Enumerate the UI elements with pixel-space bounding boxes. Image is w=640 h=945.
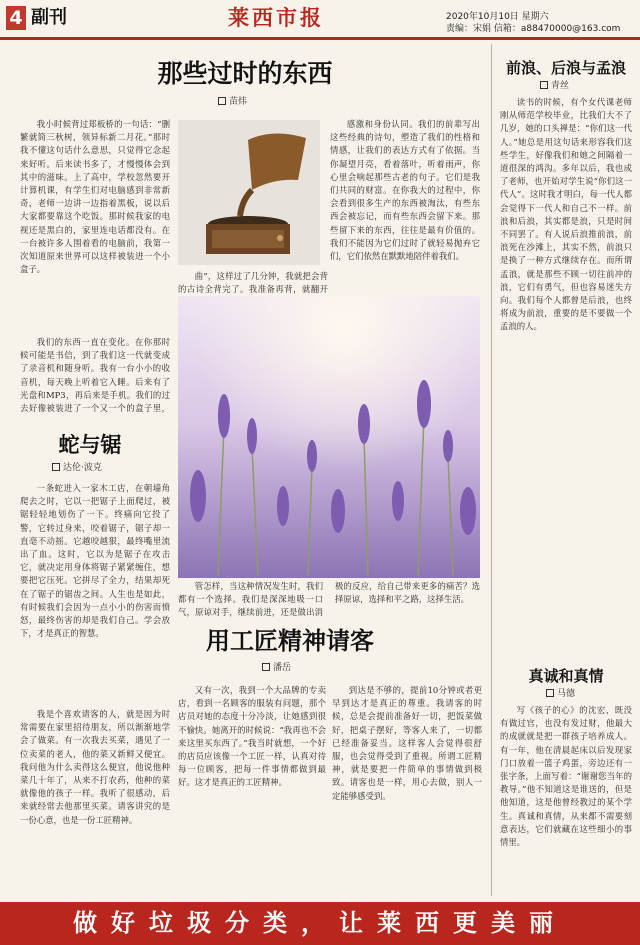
section-name: 副刊 <box>31 7 67 28</box>
article-body-col1 <box>20 118 170 334</box>
paragraph: 一条蛇进入一家木工店，在朝墙角爬去之时，它以一把锯子上面爬过，被锯轻轻地划伤了一下。终痛向它投了警，它转过身来，咬着锯子，锯子却一直毫不动摇。它越咬越狠，最终嘴里流出了血。这时，它以为是锯子在攻击它，就决定用身体将锯子紧紧缠住，想要把它压死。它拼尽了全力，结果却死在了锯子的锯齿之间。人生也是如此，有时候我们会因为一点小小的伤害而愤怒，最终伤害的却是我们自己。学会放下，才是真正的智慧。 <box>20 483 170 639</box>
paragraph: 我小时候背过郑板桥的一句话：“删繁就简三秋树，领异标新二月花。”那时我不懂这句话什么意思，只觉得它念起来好听。后来读书多了，才慢慢体会到其中的滋味。上了高中，学校忽然要开计算机课，有学生们对电脑感到非常新奇，老师一边讲一边指着黑板，说以后大家都要靠这个吃饭。那时候我家的电视还是黑白的，家里连电话都没有。在一台被许多人围着看的电脑前，我第一次知道原来世界可以这样被装进一个小盒子。 <box>20 119 170 275</box>
paragraph: 管怎样，当这种情况发生时，我们都有一个选择。我们是深深地吸一口气，原谅对手，继续前进，还是做出消极的反应，给自己带来更多的痛苦？选择原谅，选择和平之路，这择生活。 <box>178 581 480 618</box>
byline-name: 马德 <box>557 689 576 699</box>
byline-name: 达伦·波克 <box>63 463 102 473</box>
article-byline <box>218 96 247 108</box>
lavender-icon <box>178 296 480 578</box>
article-body-col3 <box>330 118 480 293</box>
article-body <box>500 96 632 636</box>
paragraph: 我们的东西一直在变化。在你那时候可能是书信，到了我们这一代就变成了录音机和随身听。我有一台小小的收音机，每天晚上听着它入睡。后来有了光盘和MP3，再后来是手机。我们的过去好像被装进了一个又一个的盒子里， <box>20 337 170 414</box>
page-number: 4 <box>6 6 26 30</box>
gramophone-icon <box>178 120 320 265</box>
banner-slogan: 做好垃圾分类，让莱西更美丽 <box>73 909 567 937</box>
byline-name: 青丝 <box>551 81 570 91</box>
header-rule <box>0 37 640 40</box>
article-byline <box>540 80 569 92</box>
article-title: 真诚和真情 <box>528 667 604 685</box>
paragraph: 写《孩子的心》的沈宏，既没有做过官，也没有发过财，他最大的成就就是把一群孩子培养成人。有一年，他在清晨起床以后发现家门口放着一篮子鸡蛋，旁边还有一张字条，上面写着：“谢谢您当年的教导。”他不知道这是谁送的，但是他知道，这是他曾经教过的某个学生。真诚和真情，从来都不需要刻意表达，它们就藏在这些细小的事情里。 <box>500 705 632 848</box>
article-title: 前浪、后浪与孟浪 <box>505 59 626 77</box>
article-body <box>500 704 632 896</box>
paragraph: 曲”，这样过了几分钟，我就把会背的古诗全背完了。我准备再背，就翻开 <box>178 271 328 295</box>
byline-name: 潘岳 <box>273 663 292 673</box>
editor-line: 责编：宋娟 信箱：a88470000@163.com <box>446 24 621 34</box>
article-title: 那些过时的东西 <box>157 59 333 88</box>
article-byline <box>262 662 291 674</box>
article-title: 蛇与锯 <box>58 432 122 457</box>
article-body-col2 <box>178 684 326 898</box>
article-body-col1 <box>20 708 170 898</box>
lavender-photo <box>178 296 480 578</box>
article-byline <box>546 688 575 700</box>
article-body <box>20 482 170 704</box>
article-byline <box>52 462 102 474</box>
article-title: 用工匠精神请客 <box>206 626 374 655</box>
masthead: 莱西市报 <box>228 5 324 30</box>
byline-name: 苗炜 <box>229 97 248 107</box>
paragraph: 又有一次，我到一个大品牌的专卖店，看到一名顾客的服装有问题，那个店员对她的态度十分冷淡，让她感到很不愉快。她离开的时候说：“我再也不会来这里买东西了。”我当时就想，一个好的店员应该像一个工匠一样，认真对待每一位顾客，把每一件事情都做到最好。这才是真正的工匠精神。 <box>178 685 326 788</box>
article-body-col1b <box>20 336 170 414</box>
column-divider <box>491 44 492 896</box>
gramophone-image <box>178 120 320 265</box>
article-body-col3 <box>332 684 482 898</box>
paragraph: 感激和身份认同。我们的前辈写出这些经典的诗句，塑造了我们的性格和情感，让我们的表达方式有了依据。当你凝望月亮，看着落叶，听着雨声，你心里会响起那些古老的句子。它们是我们共同的财富。在你我大的过程中，你会看到很多生产的东西被淘汰，有些东西会被忘记，而有些东西会留下来。那些留下来的东西，往往是最有价值的。我们不能因为它们过时了就轻易抛弃它们，它们依然在默默地陪伴着我们。 <box>330 119 480 262</box>
snake-saw-continued <box>178 580 480 620</box>
paragraph: 读书的时候，有个女代课老师刚从师范学校毕业，比我们大不了几岁，她的口头禅是：“你们这一代人。”她总是用这句话来形容我们这些学生，好像我们和她之间隔着一道很深的鸿沟。多年以后，我也成了老师，也开始对学生说“你们这一代人”。这时我才明白，每一代人都会觉得下一代人和自己不一样。前浪和后浪，其实都是浪，只是时间不同罢了。有人说后浪推前浪，前浪死在沙滩上，其实不然，前浪只是换了一种方式继续存在。而所谓孟浪，就是那些不顾一切往前冲的浪，它们有勇气，但也容易迷失方向。我们每个人都曾是后浪，也终将成为前浪，重要的是不要做一个孟浪的人。 <box>500 97 632 332</box>
paragraph: 到达是不够的，提前10分钟或者更早到达才是真正的尊重。我请客的时候，总是会提前准备好一切，把饭菜做好，把桌子摆好，等客人来了，一切都已经准备妥当。这样客人会觉得很舒服，也会觉得受到了重视。所谓工匠精神，就是要把一件简单的事情做到极致。请客也是一样，用心去做，别人一定能够感受到。 <box>332 685 482 801</box>
date-line: 2020年10月10日 星期六 <box>446 12 549 22</box>
paragraph: 我是个喜欢请客的人，就是因为时常需要在家里招待朋友，所以渐渐地学会了做菜。有一次我去买菜，遇见了一位卖菜的老人，他的菜又新鲜又便宜。我问他为什么卖得这么便宜，他说他种菜几十年了，从来不打农药，他种的菜就像他的孩子一样。我听了很感动，后来就经常去他那里买菜。请客讲究的是一份心意，也是一份工匠精神。 <box>20 709 170 825</box>
